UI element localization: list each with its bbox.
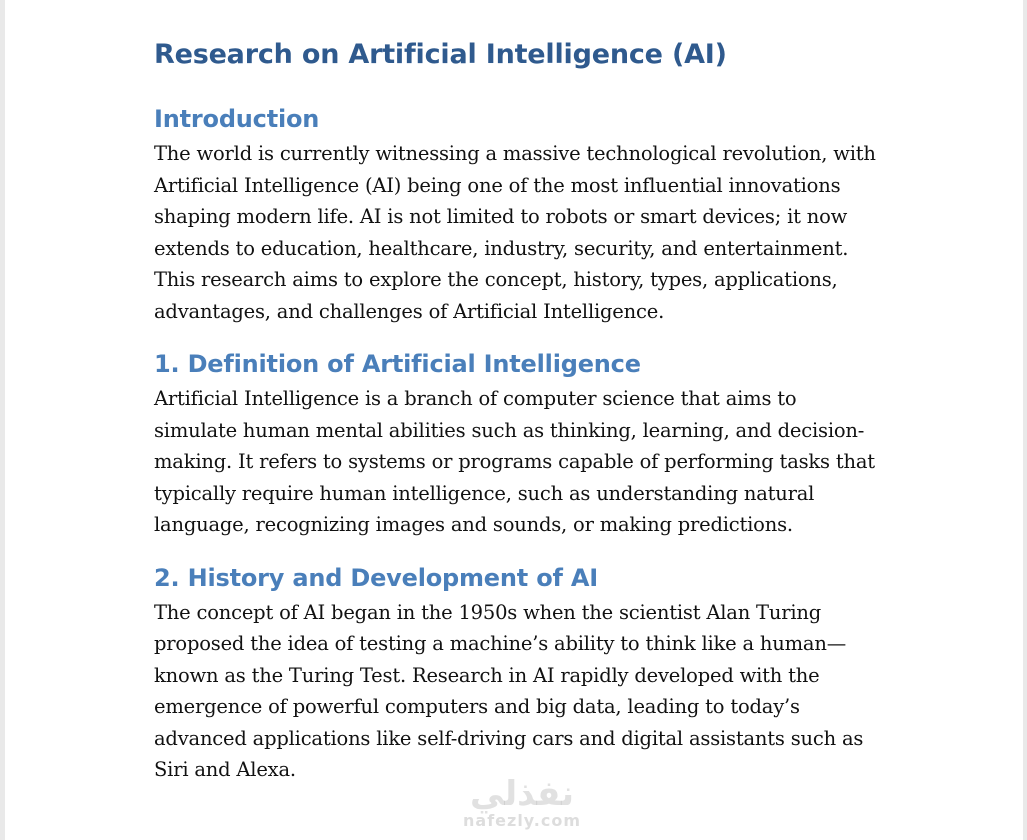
watermark-arabic-text: نفذلي bbox=[469, 774, 575, 814]
section-heading-introduction: Introduction bbox=[154, 105, 320, 133]
section-body-introduction: The world is currently witnessing a massive technological revolution, with Artificial Intelligence (AI) being one of the most influential innovations shaping modern life. AI is not limited to robots or smart devices; it now extends to education, healthcare, industry, security, and entertainment. This research aims to explore the concept, history, types, applications, advantages, and challenges of Artificial Intelligence. bbox=[154, 142, 876, 323]
section-heading-definition: 1. Definition of Artificial Intelligence bbox=[154, 350, 641, 378]
section-body-definition: Artificial Intelligence is a branch of computer science that aims to simulate human mental abilities such as thinking, learning, and decision-making. It refers to systems or programs capable of performing tasks that typically require human intelligence, such as understanding natural language, recognizing images and sounds, or making predictions. bbox=[154, 387, 875, 536]
document-title: Research on Artificial Intelligence (AI) bbox=[154, 39, 727, 70]
document-page[interactable] bbox=[5, 0, 1023, 840]
section-heading-history: 2. History and Development of AI bbox=[154, 563, 598, 592]
section-body-history: The concept of AI began in the 1950s when the scientist Alan Turing proposed the idea of testing a machine’s ability to think like a human—known as the Turing Test. Research in AI rapidly developed with the emergence of powerful computers and big data, leading to today’s advanced applications like self-driving cars and digital assistants such as Siri and Alexa. bbox=[154, 600, 864, 781]
watermark-latin-text: nafezly.com bbox=[463, 811, 581, 830]
document-content bbox=[154, 34, 884, 806]
